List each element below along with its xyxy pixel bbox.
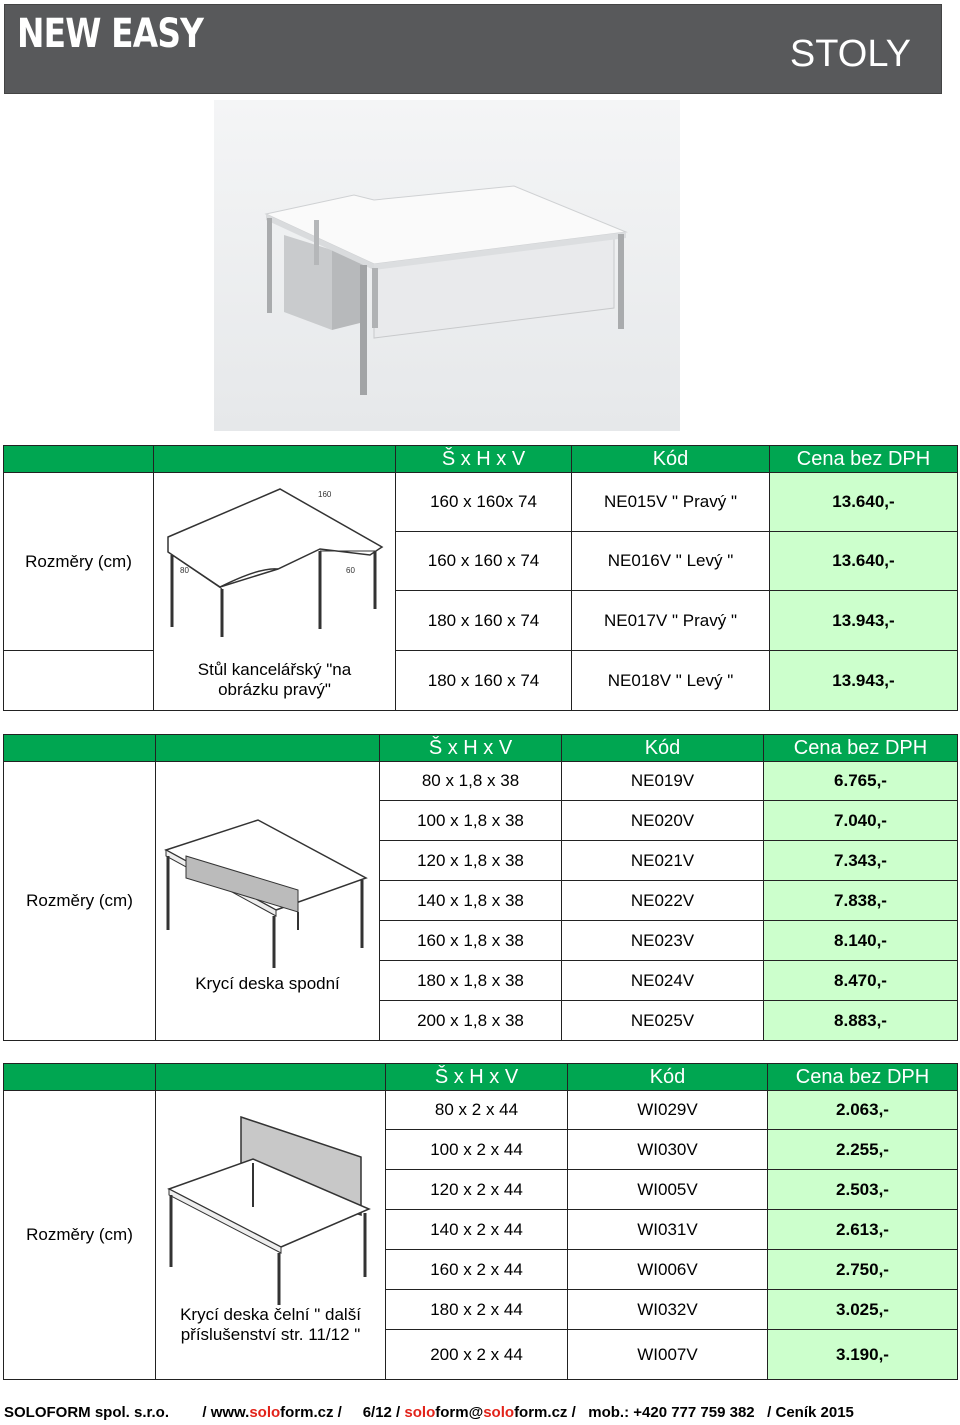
header-code: Kód [568,1064,768,1091]
code-cell: WI007V [568,1330,768,1380]
header-blank [4,735,156,762]
dim-cell: 180 x 160 x 74 [396,651,572,711]
diagram-cell [156,762,380,1041]
code-cell: NE020V [562,801,764,841]
code-cell: NE022V [562,881,764,921]
code-cell: NE017V " Pravý " [572,591,770,651]
dim-cell: 160 x 160 x 74 [396,532,572,591]
l-desk-diagram [160,477,390,642]
price-cell: 13.943,- [770,591,958,651]
dim-cell: 80 x 2 x 44 [386,1091,568,1130]
blank-cell [4,651,154,711]
header-blank [156,735,380,762]
price-cell: 8.883,- [764,1001,958,1041]
price-cell: 2.503,- [768,1170,958,1210]
front-panel-desk-diagram [161,1097,381,1307]
dim-cell: 160 x 160x 74 [396,473,572,532]
table-header-row [4,1064,958,1091]
price-cell: 2.255,- [768,1130,958,1170]
table-header-row [4,446,958,473]
code-cell: WI005V [568,1170,768,1210]
table-header-row [4,735,958,762]
dim-cell: 180 x 2 x 44 [386,1290,568,1330]
price-cell: 2.613,- [768,1210,958,1250]
website-red: solo [249,1404,281,1421]
header-price: Cena bez DPH [764,735,958,762]
email-mid: form@ [435,1404,484,1421]
price-cell: 6.765,- [764,762,958,801]
diagram-label-160: 160 [317,489,331,499]
dim-cell: 140 x 2 x 44 [386,1210,568,1250]
product-caption: Stůl kancelářský "na obrázku pravý" [197,660,352,700]
header-price: Cena bez DPH [768,1064,958,1091]
price-cell: 3.190,- [768,1330,958,1380]
dim-cell: 120 x 2 x 44 [386,1170,568,1210]
price-cell: 13.943,- [770,651,958,711]
dim-cell: 160 x 2 x 44 [386,1250,568,1290]
price-cell: 7.838,- [764,881,958,921]
dim-cell: 180 x 160 x 74 [396,591,572,651]
price-table-desks [3,445,958,711]
code-cell: NE021V [562,841,764,881]
dim-cell: 160 x 1,8 x 38 [380,921,562,961]
dim-cell: 140 x 1,8 x 38 [380,881,562,921]
price-cell: 8.470,- [764,961,958,1001]
code-cell: WI030V [568,1130,768,1170]
dim-cell: 180 x 1,8 x 38 [380,961,562,1001]
website-link[interactable] [202,1404,341,1421]
diagram-label-60: 60 [345,565,355,575]
code-cell: NE018V " Levý " [572,651,770,711]
dimensions-label: Rozměry (cm) [4,1091,156,1380]
dim-cell: 200 x 2 x 44 [386,1330,568,1380]
bottom-panel-desk-diagram [158,770,378,970]
header-blank [4,1064,156,1091]
header-code: Kód [562,735,764,762]
header-blank [154,446,396,473]
separator: / [391,1404,405,1421]
price-cell: 8.140,- [764,921,958,961]
table-row [4,473,958,532]
price-table-front-panel [3,1063,958,1380]
price-cell: 13.640,- [770,473,958,532]
header-dim: Š x H x V [386,1064,568,1091]
price-cell: 2.750,- [768,1250,958,1290]
header-blank [156,1064,386,1091]
product-caption: Krycí deska spodní [195,974,340,993]
phone-number: mob.: +420 777 759 382 [588,1404,755,1421]
code-cell: NE019V [562,762,764,801]
price-cell: 13.640,- [770,532,958,591]
code-cell: NE016V " Levý " [572,532,770,591]
price-cell: 2.063,- [768,1091,958,1130]
page-header [4,4,942,94]
header-dim: Š x H x V [380,735,562,762]
dim-cell: 100 x 1,8 x 38 [380,801,562,841]
page-number: 6/12 [362,1404,392,1421]
table-row [4,1091,958,1130]
caption-cell [154,651,396,711]
diagram-cell [154,473,396,651]
header-price: Cena bez DPH [770,446,958,473]
dimensions-label: Rozměry (cm) [4,762,156,1041]
brand-logo: NEW EASY [17,11,204,57]
price-cell: 3.025,- [768,1290,958,1330]
code-cell: WI032V [568,1290,768,1330]
table-row [4,651,958,711]
email-red-2: solo [483,1404,515,1421]
price-cell: 7.343,- [764,841,958,881]
email-suffix: form.cz / [514,1404,576,1421]
header-dim: Š x H x V [396,446,572,473]
code-cell: WI029V [568,1091,768,1130]
dim-cell: 80 x 1,8 x 38 [380,762,562,801]
code-cell: NE015V " Pravý " [572,473,770,532]
code-cell: NE023V [562,921,764,961]
price-table-bottom-panel [3,734,958,1041]
hero-desk-image [214,100,680,431]
code-cell: NE025V [562,1001,764,1041]
page-footer [4,1404,956,1421]
code-cell: NE024V [562,961,764,1001]
section-title: STOLY [789,33,911,75]
catalog-label: / Ceník 2015 [767,1404,854,1421]
price-cell: 7.040,- [764,801,958,841]
header-blank [4,446,154,473]
header-code: Kód [572,446,770,473]
website-suffix: form.cz / [280,1404,342,1421]
table-row [4,762,958,801]
dim-cell: 200 x 1,8 x 38 [380,1001,562,1041]
email-link[interactable] [404,1404,575,1421]
email-red-1: solo [404,1404,436,1421]
diagram-cell [156,1091,386,1380]
website-prefix: / www. [202,1404,250,1421]
code-cell: WI006V [568,1250,768,1290]
dimensions-label: Rozměry (cm) [4,473,154,651]
company-name: SOLOFORM spol. s.r.o. [4,1404,170,1421]
diagram-label-80: 80 [179,565,189,575]
dim-cell: 100 x 2 x 44 [386,1130,568,1170]
code-cell: WI031V [568,1210,768,1250]
product-caption: Krycí deska čelní " další příslušenství str. 11/12 " [180,1305,361,1344]
dim-cell: 120 x 1,8 x 38 [380,841,562,881]
